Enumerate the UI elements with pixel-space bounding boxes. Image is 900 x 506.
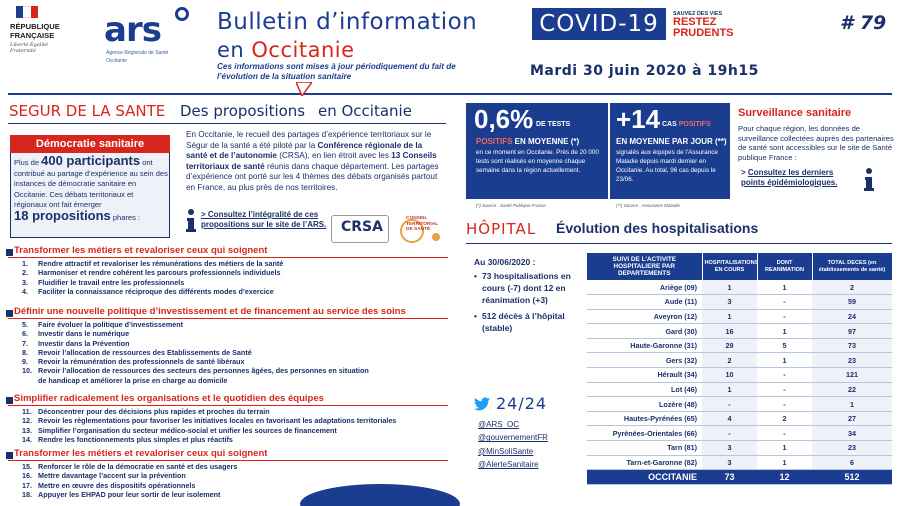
intro-c: (CRSA), en lien étroit avec les bbox=[277, 151, 392, 161]
proposal-num: 4. bbox=[22, 286, 28, 296]
table-row bbox=[587, 368, 892, 383]
surveillance-text: Pour chaque région, les données de surveillance collectées auprès des partenaires de santé sont accessibles sur le site de Santé publique France : bbox=[738, 124, 894, 162]
restez-prudents-top: SAUVEZ DES VIES bbox=[673, 11, 723, 17]
proposal-text: Harmoniser et rendre cohérent les parcours professionnels individuels bbox=[38, 268, 281, 278]
table-row bbox=[587, 397, 892, 412]
ars-region: Occitanie bbox=[106, 58, 127, 64]
cas-positifs-label bbox=[662, 121, 711, 128]
table-cell-hospitalisations: 10 bbox=[702, 368, 757, 383]
proposal-text: Investir dans la Prévention bbox=[38, 338, 130, 348]
table-cell-hospitalisations: - bbox=[702, 397, 757, 412]
theme-bullet-icon bbox=[6, 249, 13, 256]
total-cell-reanimation: 12 bbox=[757, 470, 812, 485]
theme-2-list bbox=[22, 320, 442, 385]
table-cell-hospitalisations: 3 bbox=[702, 441, 757, 456]
col-header-reanimation: DONT REANIMATION bbox=[757, 253, 812, 280]
proposal-num: 3. bbox=[22, 277, 28, 287]
proposal-text: Rendre attractif et revaloriser les rémunérations des métiers de la santé bbox=[38, 259, 284, 268]
proposal-num: 2. bbox=[22, 268, 28, 278]
surveillance-link-text[interactable]: Consultez les derniers points épidémiologiques. bbox=[741, 168, 838, 187]
french-flag-icon bbox=[16, 6, 38, 18]
intro-b: Conférence régionale de la santé et de l’autonomie bbox=[186, 140, 423, 161]
intro-a: En Occitanie, le recueil des partages d’expérience territoriaux sur le Ségur de la santé a été piloté par la bbox=[186, 130, 432, 150]
proposal-num: 12. bbox=[22, 416, 32, 426]
demo-text-b: ont contribué au partage d’expérience au sein des instances de démocratie sanitaire en Occitanie. Ces débats territoriaux et régionaux ont fait émerger bbox=[14, 158, 168, 209]
cas-positifs-sublabel: EN MOYENNE PAR JOUR (**) bbox=[616, 137, 727, 146]
table-cell-deces: 121 bbox=[812, 368, 892, 383]
source-note-2: (**) Source : Assurance Maladie bbox=[616, 203, 680, 208]
table-cell-departement: Ariège (09) bbox=[587, 280, 702, 295]
proposal-item bbox=[22, 268, 442, 277]
table-cell-reanimation: 5 bbox=[757, 338, 812, 353]
tests-positifs-sublabel bbox=[476, 137, 579, 146]
segur-intro bbox=[186, 130, 444, 194]
proposal-num: 7. bbox=[22, 338, 28, 348]
surveillance-link-prefix: > bbox=[741, 168, 748, 177]
bulletin-title-region bbox=[217, 38, 355, 62]
consult-text[interactable]: Consultez l’intégralité de ces propositions sur le site de l’ARS. bbox=[201, 210, 327, 229]
cas-positifs-word: POSITIFS bbox=[678, 121, 711, 128]
participants-count: 400 participants bbox=[41, 153, 141, 168]
proposal-num: 6. bbox=[22, 329, 28, 339]
restez-prudents-mid: RESTEZ bbox=[673, 16, 717, 28]
table-cell-departement: Tarn (81) bbox=[587, 441, 702, 456]
table-cell-deces: 97 bbox=[812, 324, 892, 339]
cts-logo-text: CONSEIL TERRITORIAL DE SANTÉ bbox=[406, 216, 439, 232]
intro-d: 13 Conseils territoriaux de santé bbox=[186, 151, 437, 171]
table-cell-hospitalisations: 1 bbox=[702, 309, 757, 324]
theme-3-heading: Simplifier radicalement les organisations et le quotidien des équipes bbox=[14, 393, 324, 404]
proposal-num: 17. bbox=[22, 480, 32, 490]
ars-logo-dot-icon bbox=[175, 7, 189, 21]
proposal-num: 14. bbox=[22, 434, 32, 444]
table-cell-hospitalisations: 2 bbox=[702, 353, 757, 368]
proposal-text: Appuyer les EHPAD pour leur sortir de leur isolement bbox=[38, 489, 221, 499]
proposal-text: Revoir l’allocation de ressources des Etablissements de Santé bbox=[38, 347, 252, 357]
bulletin-date: Mardi 30 juin 2020 à 19h15 bbox=[530, 63, 759, 79]
republique-francaise-label: RÉPUBLIQUE FRANÇAISE bbox=[10, 22, 60, 40]
hopital-divider bbox=[466, 243, 892, 244]
theme-bullet-icon bbox=[6, 310, 13, 317]
callout-pointer-icon bbox=[296, 82, 312, 96]
table-cell-deces: 1 bbox=[812, 397, 892, 412]
table-cell-hospitalisations: 4 bbox=[702, 411, 757, 426]
proposal-item bbox=[22, 366, 442, 375]
proposal-text: de handicap et améliorer la prise en charge au domicile bbox=[38, 375, 228, 385]
proposal-num: 10. bbox=[22, 366, 32, 376]
tagline: Ces informations sont mises à jour périodiquement du fait de l’évolution de la situation sanitaire bbox=[217, 62, 456, 81]
table-cell-departement: Hautes-Pyrénées (65) bbox=[587, 411, 702, 426]
table-cell-reanimation: 2 bbox=[757, 411, 812, 426]
table-cell-hospitalisations: 1 bbox=[702, 382, 757, 397]
table-total-row bbox=[587, 470, 892, 485]
twitter-account-link[interactable]: @ARS_OC bbox=[478, 420, 520, 429]
table-cell-hospitalisations: 3 bbox=[702, 455, 757, 470]
proposal-text: Revoir les réglementations pour favoriser les initiatives locales en favorisant les adaptations territoriales bbox=[38, 416, 397, 426]
proposal-text: Déconcentrer pour des décisions plus rapides et proches du terrain bbox=[38, 407, 270, 416]
hopital-summary-item: • 512 décès à l’hôpital (stable) bbox=[474, 310, 584, 334]
proposal-num: 9. bbox=[22, 357, 28, 367]
tests-note: (*) bbox=[570, 137, 580, 146]
table-cell-deces: 2 bbox=[812, 280, 892, 295]
title-region: Occitanie bbox=[251, 38, 355, 62]
col-header-departement: SUIVI DE L’ACTIVITE HOSPITALIERE PAR DEPARTEMENTS bbox=[587, 253, 702, 280]
proposal-text: Faciliter la connaissance réciproque des différents modes d’exercice bbox=[38, 286, 274, 296]
demo-text-a: Plus de bbox=[14, 158, 42, 167]
proposal-item bbox=[22, 471, 442, 480]
ars-logo: ars bbox=[104, 10, 161, 50]
table-cell-deces: 59 bbox=[812, 295, 892, 310]
table-cell-reanimation: - bbox=[757, 397, 812, 412]
propositions-count: 18 propositions bbox=[14, 207, 111, 223]
segur-title: SEGUR DE LA SANTE bbox=[9, 102, 166, 120]
tests-moyenne: EN MOYENNE bbox=[512, 137, 571, 146]
table-row bbox=[587, 295, 892, 310]
covid-label: COVID-19 bbox=[532, 8, 666, 40]
table-cell-departement: Haute-Garonne (31) bbox=[587, 338, 702, 353]
restez-prudents-bottom: PRUDENTS bbox=[673, 27, 734, 39]
proposal-item bbox=[22, 348, 442, 357]
twitter-accounts bbox=[478, 418, 588, 471]
table-cell-departement: Tarn-et-Garonne (82) bbox=[587, 455, 702, 470]
twitter-icon bbox=[474, 397, 490, 411]
theme-3-divider bbox=[8, 405, 448, 406]
proposal-num: 15. bbox=[22, 462, 32, 471]
table-cell-reanimation: - bbox=[757, 382, 812, 397]
proposal-item bbox=[22, 416, 442, 425]
democratie-sanitaire-heading: Démocratie sanitaire bbox=[10, 135, 170, 153]
table-row bbox=[587, 309, 892, 324]
theme-4-divider bbox=[8, 460, 448, 461]
total-cell-hospitalisations: 73 bbox=[702, 470, 757, 485]
tests-positifs-desc: en ce moment en Occitanie. Près de 20 000 tests sont réalisés en moyenne chaque semaine dans la région actuellement. bbox=[476, 149, 599, 174]
proposal-text: Faire évoluer la politique d’investissement bbox=[38, 320, 183, 329]
table-cell-hospitalisations: 16 bbox=[702, 324, 757, 339]
twitter-account-link[interactable]: @gouvernementFR bbox=[478, 433, 548, 443]
theme-2-heading: Définir une nouvelle politique d’investissement et de financement au service des soins bbox=[14, 306, 406, 317]
table-cell-deces: 6 bbox=[812, 455, 892, 470]
theme-2-divider bbox=[8, 318, 448, 319]
table-cell-deces: 23 bbox=[812, 441, 892, 456]
table-cell-departement: Gers (32) bbox=[587, 353, 702, 368]
proposal-item bbox=[22, 357, 442, 366]
table-cell-hospitalisations: 1 bbox=[702, 280, 757, 295]
proposal-text: Rendre les fonctionnements plus simples et plus réactifs bbox=[38, 434, 233, 444]
segur-divider bbox=[8, 123, 446, 124]
surveillance-title: Surveillance sanitaire bbox=[738, 107, 852, 119]
table-cell-reanimation: - bbox=[757, 368, 812, 383]
twitter-account-link[interactable]: @AlerteSanitaire bbox=[478, 459, 539, 469]
table-cell-reanimation: 1 bbox=[757, 353, 812, 368]
tests-positifs-label: DE TESTS bbox=[536, 121, 571, 128]
table-row bbox=[587, 411, 892, 426]
proposal-item bbox=[22, 426, 442, 435]
table-cell-departement: Lozère (48) bbox=[587, 397, 702, 412]
segur-subtitle-b: en Occitanie bbox=[318, 102, 412, 120]
proposal-num: 8. bbox=[22, 347, 28, 357]
theme-3-list bbox=[22, 407, 442, 444]
table-cell-departement: Aude (11) bbox=[587, 295, 702, 310]
tests-positifs-word: POSITIFS bbox=[476, 137, 513, 146]
hopital-summary bbox=[474, 270, 584, 334]
table-cell-reanimation: 1 bbox=[757, 324, 812, 339]
hospitalisations-table bbox=[587, 253, 893, 485]
ars-subtitle: Agence Régionale de Santé bbox=[106, 50, 169, 56]
proposal-item bbox=[22, 329, 442, 338]
proposal-text: Revoir l’allocation de ressources des secteurs des personnes âgées, des personnes en situation bbox=[38, 366, 369, 376]
table-row bbox=[587, 338, 892, 353]
republic-motto: Liberté Égalité Fraternité bbox=[10, 42, 49, 54]
table-header-row bbox=[587, 253, 892, 280]
table-cell-reanimation: - bbox=[757, 295, 812, 310]
table-cell-departement: Hérault (34) bbox=[587, 368, 702, 383]
table-cell-hospitalisations: - bbox=[702, 426, 757, 441]
table-row bbox=[587, 455, 892, 470]
col-header-deces: TOTAL DECES (en établissements de santé) bbox=[812, 253, 892, 280]
theme-bullet-icon bbox=[6, 452, 13, 459]
proposal-item bbox=[22, 462, 442, 471]
table-row bbox=[587, 426, 892, 441]
proposal-num: 1. bbox=[22, 259, 28, 268]
proposal-text: Renforcer le rôle de la démocratie en santé et des usagers bbox=[38, 462, 238, 471]
table-cell-departement: Pyrénées-Orientales (66) bbox=[587, 426, 702, 441]
table-cell-deces: 22 bbox=[812, 382, 892, 397]
proposal-item bbox=[22, 259, 442, 268]
bulletin-title: Bulletin d’information bbox=[217, 9, 478, 35]
cas-word: CAS bbox=[662, 121, 679, 128]
table-cell-deces: 23 bbox=[812, 353, 892, 368]
surveillance-link[interactable] bbox=[741, 168, 859, 188]
info-icon bbox=[184, 209, 198, 233]
proposal-text: Fluidifier le travail entre les professionnels bbox=[38, 277, 185, 287]
theme-4-heading: Transformer les métiers et revaloriser ceux qui soignent bbox=[14, 448, 268, 459]
source-note-1: (*) Source : Santé Publique France bbox=[476, 203, 546, 208]
proposal-num: 13. bbox=[22, 425, 32, 435]
total-cell-deces: 512 bbox=[812, 470, 892, 485]
hopital-subtitle: Évolution des hospitalisations bbox=[556, 220, 759, 236]
proposal-text: Simplifier l’organisation du secteur médico-social et unifier les sources de financement bbox=[38, 425, 337, 435]
table-cell-reanimation: 1 bbox=[757, 280, 812, 295]
table-cell-reanimation: 1 bbox=[757, 441, 812, 456]
cas-positifs-value: +14 bbox=[616, 104, 661, 134]
hopital-title: HÔPITAL bbox=[466, 220, 537, 238]
consult-propositions-link[interactable] bbox=[201, 210, 331, 230]
hospitalisations-body bbox=[587, 280, 892, 485]
table-cell-hospitalisations: 29 bbox=[702, 338, 757, 353]
proposal-item bbox=[22, 407, 442, 416]
table-cell-hospitalisations: 3 bbox=[702, 295, 757, 310]
twitter-account-link[interactable]: @MinSoliSante bbox=[478, 446, 534, 456]
table-cell-departement: Lot (46) bbox=[587, 382, 702, 397]
democratie-sanitaire-text bbox=[14, 153, 168, 223]
table-cell-reanimation: 1 bbox=[757, 455, 812, 470]
segur-subtitle-a: Des propositions bbox=[180, 102, 306, 120]
table-cell-departement: Aveyron (12) bbox=[587, 309, 702, 324]
proposal-item bbox=[22, 339, 442, 348]
table-cell-deces: 27 bbox=[812, 411, 892, 426]
table-row bbox=[587, 441, 892, 456]
table-cell-reanimation: - bbox=[757, 426, 812, 441]
hopital-summary-item: • 73 hospitalisations en cours (-7) dont 12 en réanimation (+3) bbox=[474, 270, 584, 306]
title-prefix: en bbox=[217, 38, 252, 62]
theme-bullet-icon bbox=[6, 397, 13, 404]
total-cell-region: OCCITANIE bbox=[587, 470, 702, 485]
header-divider bbox=[8, 93, 892, 95]
table-cell-deces: 73 bbox=[812, 338, 892, 353]
theme-1-divider bbox=[8, 257, 448, 258]
intro-e: réunis dans chaque département. Les partages d’expérience ont porté sur les 4 thèmes des débats organisés partout en France, au plus près de nos territoires. bbox=[186, 161, 439, 192]
demo-text-c: phares : bbox=[110, 212, 140, 222]
proposal-num: 5. bbox=[22, 320, 28, 329]
theme-1-list bbox=[22, 259, 442, 296]
tests-positifs-value: 0,6% bbox=[474, 104, 534, 134]
cas-positifs-desc: signalés aux équipes de l’Assurance Maladie depuis mardi dernier en Occitanie. Au total, 96 cas depuis le 23/06. bbox=[616, 149, 718, 183]
proposal-item bbox=[22, 278, 442, 287]
hopital-date: Au 30/06/2020 : bbox=[474, 257, 536, 267]
table-cell-deces: 24 bbox=[812, 309, 892, 324]
col-header-hospitalisations: HOSPITALISATIONS EN COURS bbox=[702, 253, 757, 280]
table-cell-departement: Gard (30) bbox=[587, 324, 702, 339]
proposal-text: Investir dans le numérique bbox=[38, 329, 130, 339]
proposal-num: 16. bbox=[22, 471, 32, 481]
table-row bbox=[587, 280, 892, 295]
proposal-item bbox=[22, 320, 442, 329]
table-row bbox=[587, 382, 892, 397]
table-cell-deces: 34 bbox=[812, 426, 892, 441]
proposal-text: Mettre davantage l’accent sur la prévention bbox=[38, 471, 186, 481]
proposal-item bbox=[22, 376, 442, 385]
proposal-num: 18. bbox=[22, 489, 32, 499]
proposal-text: Revoir la rémunération des professionnels de santé libéraux bbox=[38, 357, 245, 367]
proposal-item bbox=[22, 287, 442, 296]
info-icon bbox=[862, 168, 876, 192]
consult-prefix: > bbox=[201, 210, 208, 219]
theme-1-heading: Transformer les métiers et revaloriser ceux qui soignent bbox=[14, 245, 268, 256]
proposal-num: 11. bbox=[22, 407, 32, 416]
crsa-logo-text: CRSA bbox=[341, 219, 383, 235]
twitter-title: 24/24 bbox=[496, 394, 548, 413]
proposal-item bbox=[22, 435, 442, 444]
proposal-text: Mettre en œuvre des dispositifs opérationnels bbox=[38, 480, 196, 490]
table-row bbox=[587, 353, 892, 368]
table-cell-reanimation: - bbox=[757, 309, 812, 324]
table-row bbox=[587, 324, 892, 339]
issue-number: # 79 bbox=[840, 12, 887, 34]
